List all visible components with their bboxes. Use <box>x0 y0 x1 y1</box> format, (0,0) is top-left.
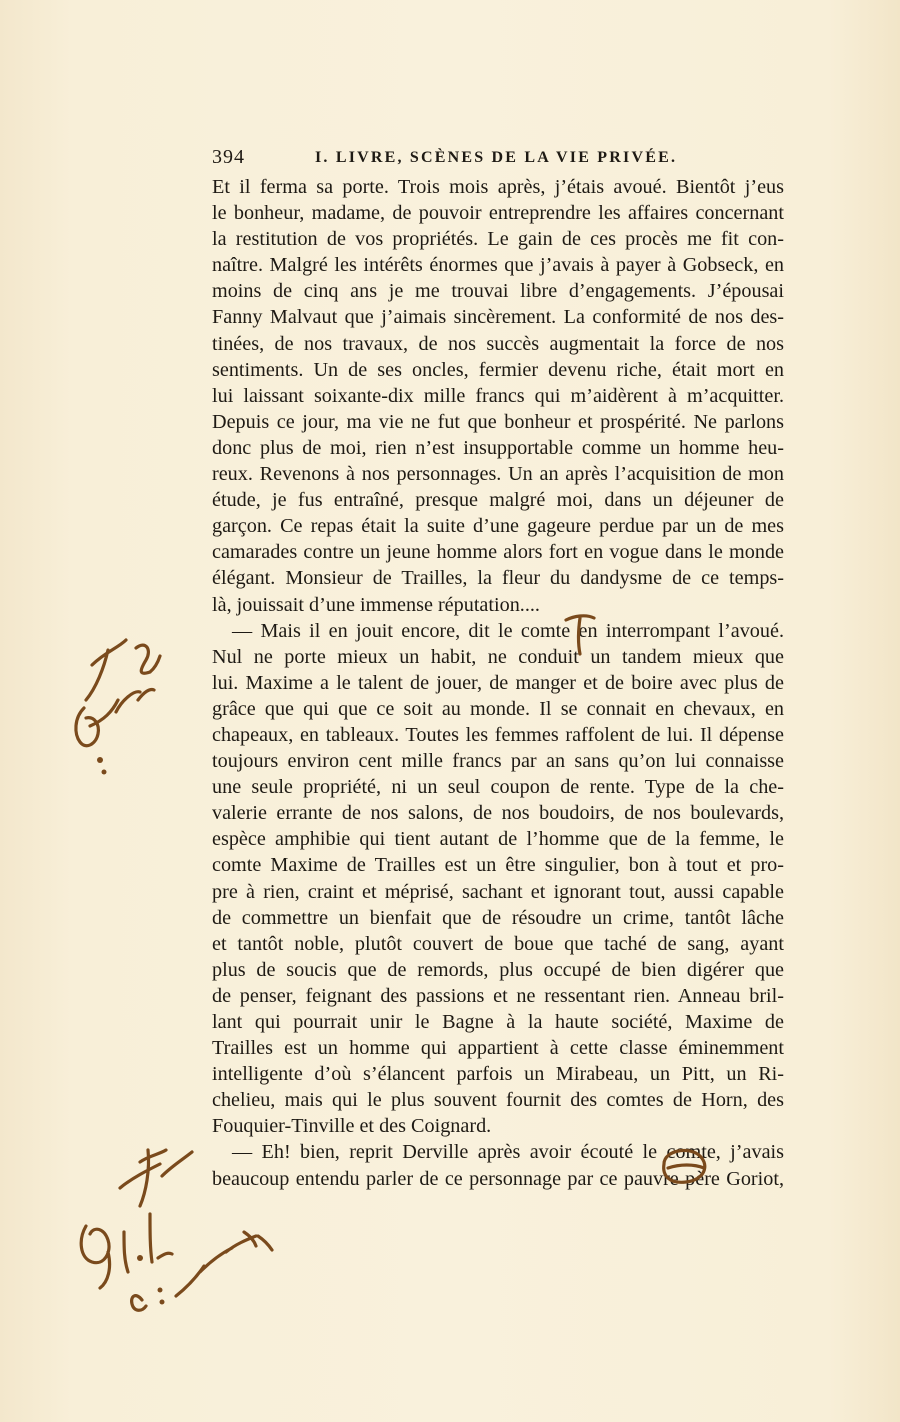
text-line: comte Maxime de Trailles est un être singulier, bon à tout et pro- <box>212 854 784 877</box>
text-line: naître. Malgré les intérêts énormes que j’avais à payer à Gobseck, en <box>212 254 784 277</box>
text-line: Fanny Malvaut que j’aimais sincèrement. La conformité de nos des- <box>212 306 784 329</box>
text-line: et tantôt noble, plutôt couvert de boue que taché de sang, ayant <box>212 932 784 955</box>
page-header <box>212 146 784 172</box>
text-line: tinées, de nos travaux, de nos succès augmentait la force de nos <box>212 332 784 355</box>
text-line: grâce que qui que ce soit au monde. Il se connait en chevaux, en <box>212 697 784 720</box>
text-line: Depuis ce jour, ma vie ne fut que bonheur et prospérité. Ne parlons <box>212 410 784 433</box>
text-line: chapeaux, en tableaux. Toutes les femmes raffolent de lui. Il dépense <box>212 723 784 746</box>
text-line: valerie errante de nos salons, de nos boudoirs, de nos boulevards, <box>212 802 784 825</box>
text-line: — Mais il en jouit encore, dit le comte en interrompant l’avoué. <box>232 619 784 642</box>
text-line: étude, je fus entraîné, presque malgré moi, dans un déjeuner de <box>212 489 784 512</box>
text-line: garçon. Ce repas était la suite d’une gageure perdue par un de mes <box>212 515 784 538</box>
text-line: intelligente d’où s’élancent parfois un Mirabeau, un Pitt, un Ri- <box>212 1063 784 1086</box>
text-line: une seule propriété, ni un seul coupon de rente. Type de la che- <box>212 776 784 799</box>
text-line: Nul ne porte mieux un habit, ne conduit un tandem mieux que <box>212 645 784 668</box>
text-line: pre à rien, craint et méprisé, sachant et ignorant tout, aussi capable <box>212 880 784 903</box>
text-line: reux. Revenons à nos personnages. Un an après l’acquisition de mon <box>212 463 784 486</box>
text-line: donc plus de moi, rien n’est insupportable comme un homme heu- <box>212 436 784 459</box>
text-line: toujours environ cent mille francs par an sans qu’on lui connaisse <box>212 750 784 773</box>
text-line: de penser, feignant des passions et ne ressentant rien. Anneau bril- <box>212 984 784 1007</box>
margin-note-upper <box>76 640 160 775</box>
text-line: beaucoup entendu parler de ce personnage par ce pauvre père Goriot, <box>212 1167 784 1190</box>
text-line: moins de cinq ans je me trouvai libre d’engagements. J’épousai <box>212 280 784 303</box>
text-line: Trailles est un homme qui appartient à cette classe éminemment <box>212 1037 784 1060</box>
text-line: élégant. Monsieur de Trailles, la fleur du dandysme de ce temps- <box>212 567 784 590</box>
text-line: sentiments. Un de ses oncles, fermier devenu riche, était mort en <box>212 358 784 381</box>
text-line: le bonheur, madame, de pouvoir entreprendre les affaires concernant <box>212 202 784 225</box>
text-line: la restitution de vos propriétés. Le gain de ces procès me fit con- <box>212 228 784 251</box>
text-line: plus de soucis que de remords, plus occupé de bien digérer que <box>212 958 784 981</box>
text-line: — Eh! bien, reprit Derville après avoir écouté le comte, j’avais <box>232 1141 784 1164</box>
text-line: espèce amphibie qui tient autant de l’homme que de la femme, le <box>212 828 784 851</box>
text-line: lui. Maxime a le talent de jouer, de manger et de boire avec plus de <box>212 671 784 694</box>
text-line: lui laissant soixante-dix mille francs qui m’aidèrent à m’acquitter. <box>212 384 784 407</box>
text-line: camarades contre un jeune homme alors fort en vogue dans le monde <box>212 541 784 564</box>
text-line: de commettre un bienfait que de résoudre un crime, tantôt lâche <box>212 906 784 929</box>
page-number: 394 <box>212 146 245 168</box>
body-text <box>212 174 784 1192</box>
running-title: I. LIVRE, SCÈNES DE LA VIE PRIVÉE. <box>315 149 678 166</box>
text-line: Et il ferma sa porte. Trois mois après, j’étais avoué. Bientôt j’eus <box>212 176 784 198</box>
text-line: Fouquier-Tinville et des Coignard. <box>212 1115 492 1138</box>
text-line: lant qui pourrait unir le Bagne à la haute société, Maxime de <box>212 1011 784 1033</box>
text-line: chelieu, mais qui le plus souvent fournit des comtes de Horn, des <box>212 1089 784 1112</box>
text-line: là, jouissait d’une immense réputation.... <box>212 593 540 616</box>
